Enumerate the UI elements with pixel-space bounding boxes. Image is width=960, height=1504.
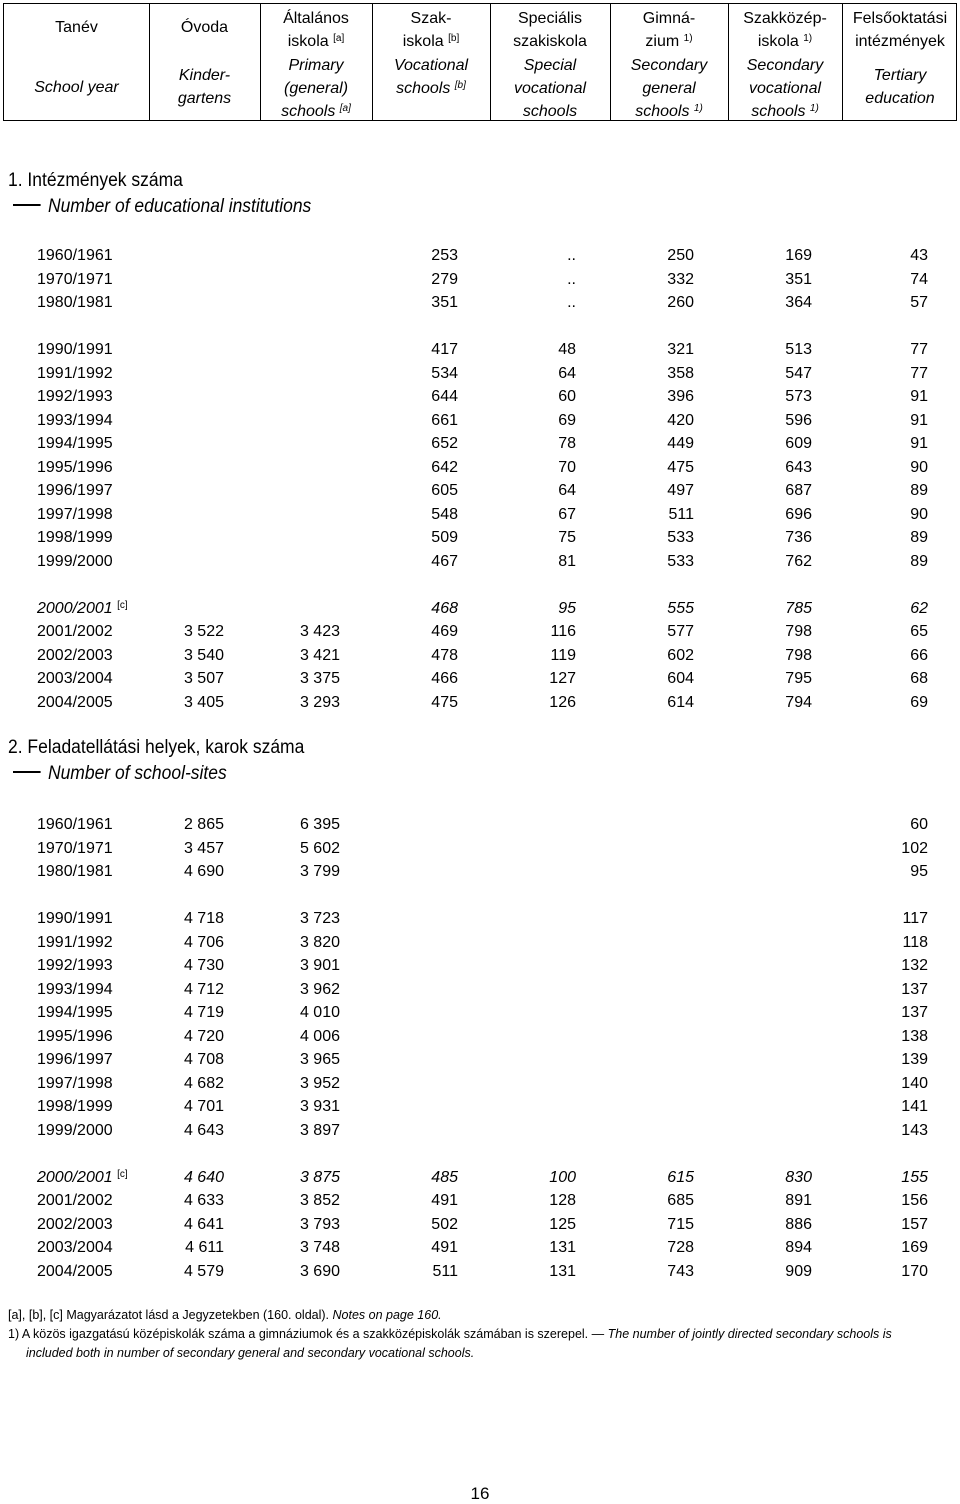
section2-title: 2. Feladatellátási helyek, karok száma <box>8 737 305 758</box>
year-cell: 1993/1994 <box>37 981 113 998</box>
year-cell: 2000/2001 [c] <box>37 1169 128 1186</box>
value-cell: 64 <box>558 365 576 382</box>
value-cell: 602 <box>667 647 694 664</box>
value-cell: 77 <box>910 341 928 358</box>
value-cell: 485 <box>431 1169 458 1186</box>
header-hu-label: Szak- iskola [b] <box>402 10 460 50</box>
table-row <box>0 691 960 714</box>
year-cell: 1991/1992 <box>37 934 113 951</box>
year-cell: 1970/1971 <box>37 840 113 857</box>
year-cell: 1994/1995 <box>37 435 113 452</box>
value-cell: 95 <box>910 863 928 880</box>
value-cell: 3 820 <box>299 934 340 951</box>
value-cell: 364 <box>785 294 812 311</box>
header-col-2 <box>260 4 372 120</box>
value-cell: 475 <box>667 459 694 476</box>
value-cell: 396 <box>667 388 694 405</box>
value-cell: 785 <box>785 600 812 617</box>
year-cell: 1997/1998 <box>37 1075 113 1092</box>
header-divider <box>372 4 373 120</box>
table-row <box>0 409 960 432</box>
header-hu-label: Óvoda <box>180 19 229 36</box>
year-cell: 1991/1992 <box>37 365 113 382</box>
year-cell: 2000/2001 [c] <box>37 600 128 617</box>
value-cell: 89 <box>910 482 928 499</box>
value-cell: 279 <box>431 271 458 288</box>
value-cell: 509 <box>431 529 458 546</box>
value-cell: 91 <box>910 435 928 452</box>
year-cell: 1960/1961 <box>37 247 113 264</box>
value-cell: 4 611 <box>185 1239 224 1256</box>
value-cell: 743 <box>667 1263 694 1280</box>
value-cell: 127 <box>549 670 576 687</box>
section1-subtitle <box>13 196 311 218</box>
section1-subtitle-text: Number of educational institutions <box>47 196 312 217</box>
value-cell: 4 730 <box>183 957 224 974</box>
header-hu-label: Általános iskola [a] <box>283 10 349 50</box>
header-en-label: Kinder- gartens <box>177 67 232 107</box>
value-cell: 4 633 <box>183 1192 224 1209</box>
value-cell: 609 <box>785 435 812 452</box>
value-cell: 555 <box>667 600 694 617</box>
value-cell: 614 <box>667 694 694 711</box>
header-hu-label: Speciális szakiskola <box>513 10 587 50</box>
value-cell: 4 006 <box>299 1028 340 1045</box>
header-hu-label: Felsőoktatási intézmények <box>852 10 948 50</box>
year-cell: 1996/1997 <box>37 482 113 499</box>
value-cell: 4 701 <box>183 1098 224 1115</box>
value-cell: 3 405 <box>183 694 224 711</box>
header-col-6 <box>728 4 842 120</box>
header-en-label: Secondary general schools $^{1)}$ <box>630 57 708 120</box>
value-cell: 4 718 <box>183 910 224 927</box>
value-cell: 157 <box>901 1216 928 1233</box>
footnote-1-en: Notes on page 160. <box>332 1308 442 1322</box>
value-cell: 420 <box>667 412 694 429</box>
table-row <box>0 813 960 836</box>
value-cell: 119 <box>550 647 576 664</box>
year-cell: 2004/2005 <box>37 694 113 711</box>
value-cell: 66 <box>910 647 928 664</box>
header-divider <box>490 4 491 120</box>
value-cell: 3 748 <box>299 1239 340 1256</box>
value-cell: 534 <box>431 365 458 382</box>
value-cell: 3 901 <box>299 957 340 974</box>
header-en-label: Primary (general) schools [a] <box>281 57 351 120</box>
year-cell: 1999/2000 <box>37 1122 113 1139</box>
header-col-1 <box>149 4 260 120</box>
value-cell: 137 <box>901 1004 928 1021</box>
value-cell: 502 <box>431 1216 458 1233</box>
year-cell: 2001/2002 <box>37 623 113 640</box>
value-cell: 75 <box>558 529 576 546</box>
value-cell: 685 <box>667 1192 694 1209</box>
value-cell: 67 <box>558 506 576 523</box>
value-cell: 478 <box>431 647 458 664</box>
value-cell: 3 931 <box>299 1098 340 1115</box>
table-row <box>0 837 960 860</box>
table-row <box>0 244 960 267</box>
year-cell: 1999/2000 <box>37 553 113 570</box>
value-cell: 321 <box>667 341 694 358</box>
section2-subtitle <box>13 763 227 785</box>
year-cell: 1992/1993 <box>37 957 113 974</box>
value-cell: 468 <box>431 600 458 617</box>
value-cell: 467 <box>431 553 458 570</box>
value-cell: 577 <box>667 623 694 640</box>
value-cell: 3 799 <box>299 863 340 880</box>
value-cell: 4 706 <box>183 934 224 951</box>
footnote-2: 1) A közös igazgatású középiskolák száma a gimnáziumok és a szakközépiskolák számában is szerepel. — The number of jointly directed secondary schools is <box>8 1327 892 1341</box>
table-row <box>0 1001 960 1024</box>
table-row <box>0 385 960 408</box>
value-cell: 57 <box>910 294 928 311</box>
value-cell: 4 712 <box>183 981 224 998</box>
value-cell: 70 <box>558 459 576 476</box>
value-cell: 3 965 <box>299 1051 340 1068</box>
header-col-7 <box>842 4 958 120</box>
value-cell: 4 719 <box>183 1004 224 1021</box>
header-col-0 <box>4 4 149 120</box>
value-cell: 491 <box>431 1239 458 1256</box>
value-cell: 77 <box>910 365 928 382</box>
value-cell: 351 <box>431 294 458 311</box>
value-cell: 169 <box>785 247 812 264</box>
table-row <box>0 1072 960 1095</box>
header-hu-label: Gimná- zium $^{1)}$ <box>642 10 696 50</box>
value-cell: 64 <box>558 482 576 499</box>
value-cell: 4 579 <box>183 1263 224 1280</box>
value-cell: 909 <box>785 1263 812 1280</box>
header-hu-label: Szakközép- iskola $^{1)}$ <box>743 10 827 50</box>
value-cell: 90 <box>910 506 928 523</box>
table-row <box>0 860 960 883</box>
value-cell: 4 640 <box>183 1169 224 1186</box>
table-row <box>0 268 960 291</box>
table-row <box>0 1119 960 1142</box>
value-cell: 3 507 <box>183 670 224 687</box>
value-cell: 68 <box>910 670 928 687</box>
value-cell: 891 <box>785 1192 812 1209</box>
value-cell: 118 <box>902 934 928 951</box>
value-cell: 533 <box>667 553 694 570</box>
table-row <box>0 503 960 526</box>
header-en-label: Tertiary education <box>865 67 935 107</box>
value-cell: 78 <box>558 435 576 452</box>
year-cell: 1998/1999 <box>37 1098 113 1115</box>
header-col-5 <box>610 4 728 120</box>
footnote-2-hu: 1) A közös igazgatású középiskolák száma a gimnáziumok és a szakközépiskolák számában is szerepel. <box>8 1327 589 1341</box>
value-cell: 139 <box>901 1051 928 1068</box>
value-cell: 351 <box>785 271 812 288</box>
value-cell: .. <box>567 271 576 288</box>
footnotes <box>8 1306 958 1363</box>
value-cell: 886 <box>785 1216 812 1233</box>
value-cell: 125 <box>549 1216 576 1233</box>
value-cell: 642 <box>431 459 458 476</box>
table-row <box>0 1260 960 1283</box>
table-row <box>0 1048 960 1071</box>
header-col-4 <box>490 4 610 120</box>
value-cell: 170 <box>901 1263 928 1280</box>
footnote-1 <box>8 1306 958 1325</box>
table-row <box>0 1236 960 1259</box>
year-cell: 2002/2003 <box>37 647 113 664</box>
year-cell: 1997/1998 <box>37 506 113 523</box>
value-cell: 332 <box>667 271 694 288</box>
value-cell: .. <box>567 294 576 311</box>
value-cell: 894 <box>785 1239 812 1256</box>
year-cell: 1990/1991 <box>37 910 113 927</box>
value-cell: 169 <box>901 1239 928 1256</box>
value-cell: 62 <box>910 600 928 617</box>
value-cell: 573 <box>785 388 812 405</box>
value-cell: 65 <box>910 623 928 640</box>
value-cell: 126 <box>549 694 576 711</box>
value-cell: 3 897 <box>299 1122 340 1139</box>
value-cell: 250 <box>667 247 694 264</box>
value-cell: 3 875 <box>299 1169 340 1186</box>
value-cell: 548 <box>431 506 458 523</box>
year-cell: 1993/1994 <box>37 412 113 429</box>
value-cell: 652 <box>431 435 458 452</box>
value-cell: 3 690 <box>299 1263 340 1280</box>
table-row <box>0 644 960 667</box>
header-en-label: Special vocational schools <box>513 57 587 120</box>
value-cell: 3 375 <box>299 670 340 687</box>
header-en-label: Secondary vocational schools $^{1)}$ <box>746 57 824 120</box>
footnote-3 <box>8 1344 958 1363</box>
value-cell: 140 <box>901 1075 928 1092</box>
value-cell: 43 <box>910 247 928 264</box>
year-cell: 1980/1981 <box>37 294 113 311</box>
table-row <box>0 931 960 954</box>
header-en-label: School year <box>34 79 119 96</box>
value-cell: 3 293 <box>299 694 340 711</box>
table-row <box>0 597 960 620</box>
value-cell: 81 <box>558 553 576 570</box>
table-row <box>0 338 960 361</box>
table-row <box>0 1213 960 1236</box>
section1-title: 1. Intézmények száma <box>8 170 183 191</box>
value-cell: 156 <box>901 1192 928 1209</box>
value-cell: 491 <box>431 1192 458 1209</box>
value-cell: 728 <box>667 1239 694 1256</box>
footnote-3-en: included both in number of secondary general and secondary vocational schools. <box>26 1346 475 1360</box>
value-cell: 830 <box>785 1169 812 1186</box>
table-row <box>0 526 960 549</box>
footnote-1-hu: [a], [b], [c] Magyarázatot lásd a Jegyzetekben (160. oldal). <box>8 1308 330 1322</box>
value-cell: 5 602 <box>299 840 340 857</box>
value-cell: 3 421 <box>299 647 340 664</box>
value-cell: 260 <box>667 294 694 311</box>
value-cell: 358 <box>667 365 694 382</box>
header-divider <box>728 4 729 120</box>
value-cell: 605 <box>431 482 458 499</box>
table-row <box>0 620 960 643</box>
header-divider <box>842 4 843 120</box>
value-cell: 794 <box>785 694 812 711</box>
table-row <box>0 456 960 479</box>
header-en-label: Vocational schools [b] <box>393 57 469 97</box>
value-cell: 596 <box>785 412 812 429</box>
value-cell: 511 <box>668 506 694 523</box>
value-cell: 644 <box>431 388 458 405</box>
page-number: 16 <box>470 1484 490 1503</box>
value-cell: 3 522 <box>183 623 224 640</box>
value-cell: 643 <box>785 459 812 476</box>
value-cell: 604 <box>667 670 694 687</box>
year-cell: 1998/1999 <box>37 529 113 546</box>
value-cell: 91 <box>910 388 928 405</box>
table-row <box>0 1189 960 1212</box>
year-cell: 1995/1996 <box>37 459 113 476</box>
value-cell: 661 <box>431 412 458 429</box>
value-cell: 2 865 <box>183 816 224 833</box>
table-row <box>0 954 960 977</box>
value-cell: 533 <box>667 529 694 546</box>
year-cell: 1980/1981 <box>37 863 113 880</box>
value-cell: 74 <box>910 271 928 288</box>
value-cell: 615 <box>667 1169 694 1186</box>
value-cell: 89 <box>910 529 928 546</box>
value-cell: 69 <box>558 412 576 429</box>
year-cell: 1996/1997 <box>37 1051 113 1068</box>
value-cell: 736 <box>785 529 812 546</box>
value-cell: 3 952 <box>299 1075 340 1092</box>
value-cell: 131 <box>549 1263 576 1280</box>
value-cell: 469 <box>431 623 458 640</box>
value-cell: 4 682 <box>183 1075 224 1092</box>
year-cell: 2002/2003 <box>37 1216 113 1233</box>
value-cell: 116 <box>550 623 576 640</box>
value-cell: 3 962 <box>299 981 340 998</box>
year-cell: 1995/1996 <box>37 1028 113 1045</box>
table-row <box>0 667 960 690</box>
value-cell: 95 <box>558 600 576 617</box>
value-cell: 513 <box>785 341 812 358</box>
value-cell: 60 <box>558 388 576 405</box>
value-cell: 511 <box>432 1263 458 1280</box>
value-cell: 3 540 <box>183 647 224 664</box>
year-cell: 2004/2005 <box>37 1263 113 1280</box>
value-cell: 69 <box>910 694 928 711</box>
value-cell: 90 <box>910 459 928 476</box>
year-cell: 1992/1993 <box>37 388 113 405</box>
footnote-2-en: The number of jointly directed secondary schools is <box>607 1327 892 1341</box>
value-cell: 138 <box>901 1028 928 1045</box>
value-cell: 795 <box>785 670 812 687</box>
value-cell: 137 <box>901 981 928 998</box>
table-row <box>0 550 960 573</box>
value-cell: 4 690 <box>183 863 224 880</box>
table-row <box>0 1095 960 1118</box>
section2-subtitle-text: Number of school-sites <box>47 763 227 784</box>
value-cell: 3 723 <box>299 910 340 927</box>
header-hu-label: Tanév <box>55 19 98 36</box>
value-cell: 128 <box>549 1192 576 1209</box>
table-header <box>3 3 957 121</box>
header-divider <box>149 4 150 120</box>
value-cell: 696 <box>785 506 812 523</box>
header-col-3 <box>372 4 490 120</box>
value-cell: 4 641 <box>183 1216 224 1233</box>
header-divider <box>260 4 261 120</box>
value-cell: 798 <box>785 647 812 664</box>
table-row <box>0 362 960 385</box>
year-cell: 1990/1991 <box>37 341 113 358</box>
value-cell: 3 793 <box>299 1216 340 1233</box>
value-cell: .. <box>567 247 576 264</box>
value-cell: 687 <box>785 482 812 499</box>
value-cell: 155 <box>901 1169 928 1186</box>
year-cell: 1970/1971 <box>37 271 113 288</box>
value-cell: 132 <box>901 957 928 974</box>
year-cell: 1994/1995 <box>37 1004 113 1021</box>
value-cell: 547 <box>785 365 812 382</box>
value-cell: 91 <box>910 412 928 429</box>
table-row <box>0 1166 960 1189</box>
value-cell: 3 457 <box>183 840 224 857</box>
value-cell: 60 <box>910 816 928 833</box>
table-row <box>0 1025 960 1048</box>
value-cell: 6 395 <box>299 816 340 833</box>
year-cell: 1960/1961 <box>37 816 113 833</box>
year-cell: 2001/2002 <box>37 1192 113 1209</box>
value-cell: 466 <box>431 670 458 687</box>
value-cell: 715 <box>667 1216 694 1233</box>
header-divider <box>610 4 611 120</box>
table-row <box>0 978 960 1001</box>
value-cell: 117 <box>902 910 928 927</box>
value-cell: 497 <box>667 482 694 499</box>
year-cell: 2003/2004 <box>37 1239 113 1256</box>
value-cell: 143 <box>901 1122 928 1139</box>
value-cell: 141 <box>901 1098 928 1115</box>
value-cell: 48 <box>558 341 576 358</box>
value-cell: 417 <box>431 341 458 358</box>
value-cell: 100 <box>549 1169 576 1186</box>
value-cell: 4 720 <box>183 1028 224 1045</box>
value-cell: 253 <box>431 247 458 264</box>
value-cell: 798 <box>785 623 812 640</box>
table-row <box>0 291 960 314</box>
value-cell: 4 643 <box>183 1122 224 1139</box>
value-cell: 131 <box>549 1239 576 1256</box>
value-cell: 762 <box>785 553 812 570</box>
value-cell: 449 <box>667 435 694 452</box>
value-cell: 3 423 <box>299 623 340 640</box>
value-cell: 4 010 <box>299 1004 340 1021</box>
year-cell: 2003/2004 <box>37 670 113 687</box>
value-cell: 4 708 <box>183 1051 224 1068</box>
table-row <box>0 479 960 502</box>
table-row <box>0 907 960 930</box>
value-cell: 102 <box>901 840 928 857</box>
value-cell: 3 852 <box>299 1192 340 1209</box>
value-cell: 89 <box>910 553 928 570</box>
value-cell: 475 <box>431 694 458 711</box>
table-row <box>0 432 960 455</box>
